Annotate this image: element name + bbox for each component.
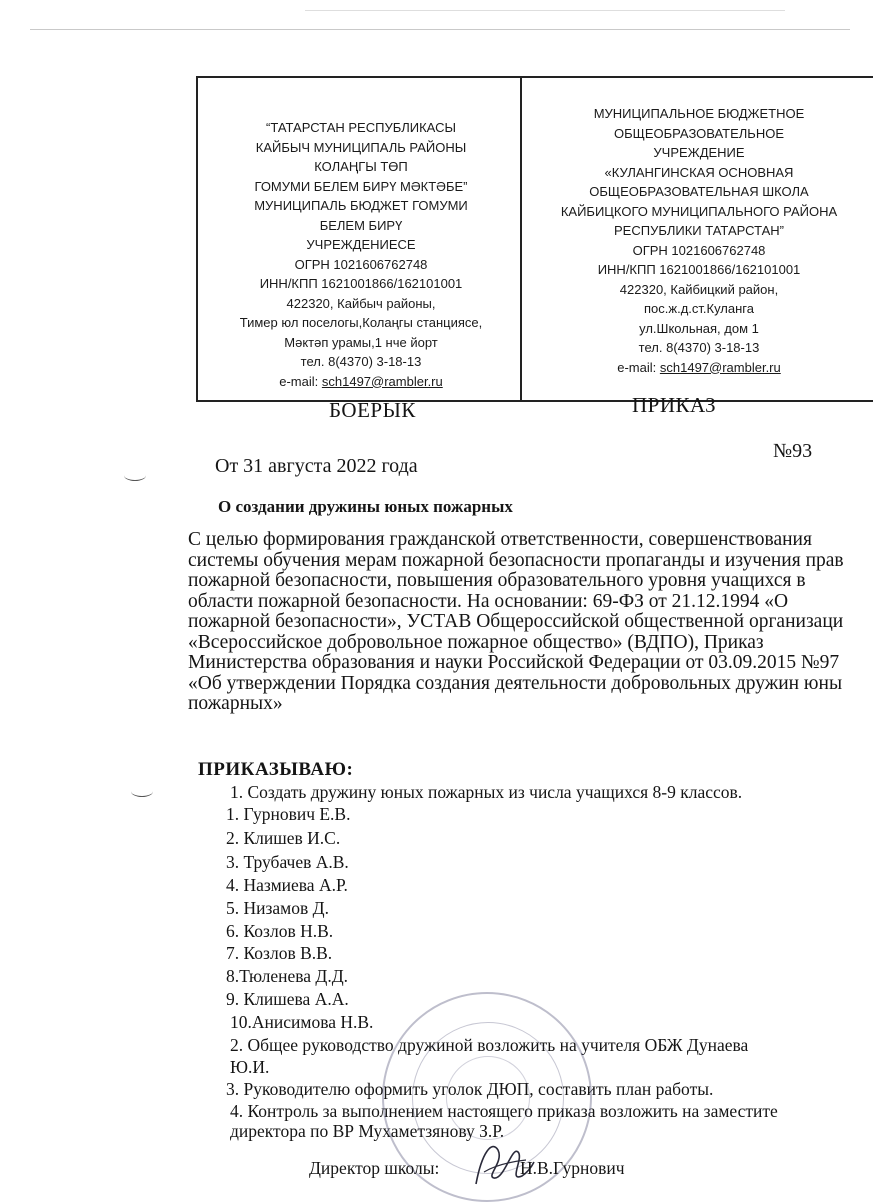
letterhead-line: ОБЩЕОБРАЗОВАТЕЛЬНОЕ <box>613 125 785 141</box>
order-item-4: 4. Контроль за выполнением настоящего приказа возложить на заместите <box>230 1101 778 1121</box>
preamble-line: «Об утверждении Порядка создания деятельности добровольных дружин юны <box>188 672 843 694</box>
member-list-item: 7. Козлов В.В. <box>226 943 333 963</box>
letterhead-line: ОГРН 1021606762748 <box>632 242 766 258</box>
letterhead-line: Тимер юл поселогы,Колаңгы станциясе, <box>239 315 483 330</box>
member-list-item: 1. Гурнович Е.В. <box>226 804 351 824</box>
preamble-line: пожарных» <box>188 693 283 714</box>
order-item-2-continued: Ю.И. <box>230 1057 270 1077</box>
email-label: e-mail: <box>279 373 322 389</box>
letterhead-line: УЧРЕЖДЕНИЕСЕ <box>306 237 416 252</box>
preamble-line: «Всероссийское добровольное пожарное общество» (ВДПО), Приказ <box>188 631 764 653</box>
letterhead-line: «КУЛАНГИНСКАЯ ОСНОВНАЯ <box>604 164 794 180</box>
member-list-item: 9. Клишева А.А. <box>226 989 349 1009</box>
preamble-line: Министерства образования и науки Российской Федерации от 03.09.2015 №97 <box>188 652 840 673</box>
letterhead-line: ОГРН 1021606762748 <box>294 256 428 272</box>
letterhead-line: РЕСПУБЛИКИ ТАТАРСТАН” <box>614 223 784 238</box>
letterhead-email-row <box>216 372 506 392</box>
letterhead-line: БЕЛЕМ БИРҮ <box>319 217 403 233</box>
letterhead-line: 422320, Кайбицкий район, <box>619 281 779 297</box>
letterhead-tatar <box>216 118 506 391</box>
email-link[interactable]: sch1497@rambler.ru <box>659 359 781 375</box>
letterhead-line: МУНИЦИПАЛЬНОЕ БЮДЖЕТНОЕ <box>593 106 805 121</box>
letterhead-line: ИНН/КПП 1621001866/162101001 <box>259 276 463 291</box>
letterhead-divider <box>520 78 522 400</box>
scan-top-edge <box>30 29 850 30</box>
letterhead-line: тел. 8(4370) 3-18-13 <box>300 354 422 369</box>
punch-hole-mark <box>131 786 153 797</box>
member-list-item: 3. Трубачев А.В. <box>226 852 349 872</box>
letterhead-russian <box>534 104 864 377</box>
order-heading: ПРИКАЗЫВАЮ: <box>198 759 354 780</box>
letterhead-line: КАЙБИЦКОГО МУНИЦИПАЛЬНОГО РАЙОНА <box>560 203 838 219</box>
letterhead-line: тел. 8(4370) 3-18-13 <box>638 340 760 355</box>
letterhead-line: ул.Школьная, дом 1 <box>639 320 759 336</box>
preamble-line: пожарной безопасности», УСТАВ Общероссийской общественной организаци <box>188 611 844 632</box>
email-link[interactable]: sch1497@rambler.ru <box>321 373 443 389</box>
order-item-4-continued: директора по ВР Мухаметзянову З.Р. <box>230 1121 505 1141</box>
email-label: e-mail: <box>617 359 660 375</box>
member-list-item: 4. Назмиева А.Р. <box>226 875 348 895</box>
member-list-item: 2. Клишев И.С. <box>226 828 341 848</box>
member-list-item: 6. Козлов Н.В. <box>226 921 334 941</box>
preamble-line: области пожарной безопасности. На основании: 69-ФЗ от 21.12.1994 «О <box>188 590 789 612</box>
order-subject: О создании дружины юных пожарных <box>218 497 513 516</box>
member-list-item: 5. Низамов Д. <box>226 898 329 918</box>
signature-label: Директор школы: <box>309 1158 440 1178</box>
letterhead-line: пос.ж.д.ст.Куланга <box>644 301 754 316</box>
member-list-item: 8.Тюленева Д.Д. <box>226 966 349 986</box>
member-list-item: 10.Анисимова Н.В. <box>230 1012 374 1032</box>
preamble-line: пожарной безопасности, повышения образовательного уровня учащихся в <box>188 570 806 591</box>
letterhead-line: ГОМУМИ БЕЛЕМ БИРҮ МӘКТӘБЕ” <box>254 178 468 194</box>
letterhead-line: “ТАТАРСТАН РЕСПУБЛИКАСЫ <box>266 120 456 135</box>
letterhead-line: КАЙБЫЧ МУНИЦИПАЛЬ РАЙОНЫ <box>255 139 467 155</box>
order-number: №93 <box>773 440 813 462</box>
letterhead-line: Мәктәп урамы,1 нче йорт <box>284 334 438 350</box>
letterhead-line: КОЛАҢГЫ ТӨП <box>314 159 408 174</box>
order-item-2: 2. Общее руководство дружиной возложить на учителя ОБЖ Дунаева <box>230 1035 749 1055</box>
order-date: От 31 августа 2022 года <box>215 455 418 477</box>
letterhead-email-row <box>534 358 864 378</box>
scan-artifact-line <box>305 10 785 11</box>
letterhead-line: ИНН/КПП 1621001866/162101001 <box>597 262 801 277</box>
letterhead-line: УЧРЕЖДЕНИЕ <box>653 145 745 160</box>
order-item-1: 1. Создать дружину юных пожарных из числа учащихся 8-9 классов. <box>230 782 743 802</box>
preamble-line: системы обучения мерам пожарной безопасности пропаганды и изучения прав <box>188 549 844 571</box>
preamble-paragraph <box>188 530 873 715</box>
letterhead-line: МУНИЦИПАЛЬ БЮДЖЕТ ГОМУМИ <box>254 198 468 213</box>
document-title-russian: ПРИКАЗ <box>632 393 717 417</box>
document-title-tatar: БОЕРЫК <box>329 398 416 422</box>
director-name: Н.В.Гурнович <box>520 1158 625 1178</box>
preamble-line: С целью формирования гражданской ответственности, совершенствования <box>188 529 812 550</box>
punch-hole-mark <box>124 470 146 481</box>
order-item-3: 3. Руководителю оформить уголок ДЮП, составить план работы. <box>226 1079 714 1099</box>
letterhead-line: 422320, Кайбыч районы, <box>286 295 436 311</box>
letterhead-line: ОБЩЕОБРАЗОВАТЕЛЬНАЯ ШКОЛА <box>589 184 809 199</box>
letterhead-box <box>196 76 873 402</box>
